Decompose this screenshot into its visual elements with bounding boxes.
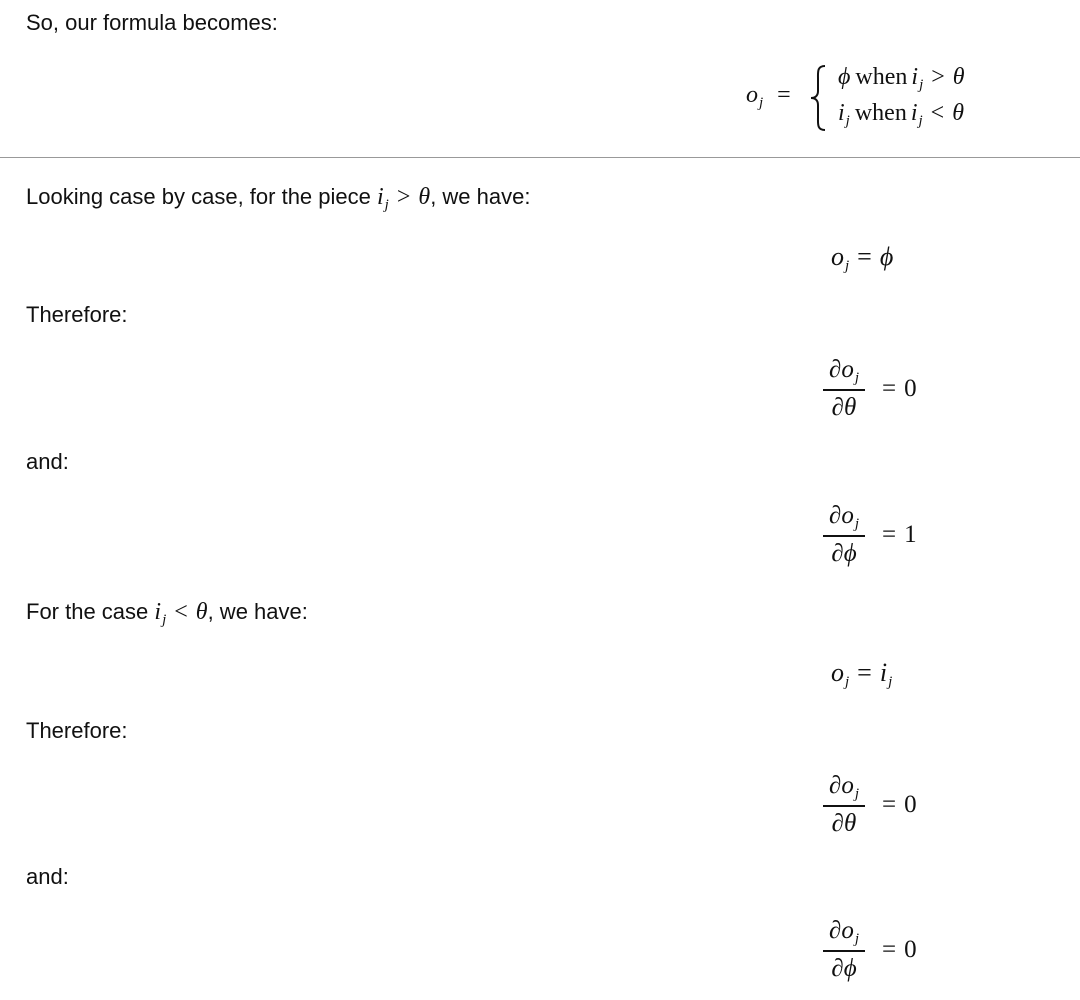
lhs-subscript: j [759,95,764,111]
case-less-symbol: θ [195,599,208,625]
therefore-label-2: Therefore: [26,718,128,743]
case-greater-intro [26,183,530,214]
formula-lhs [746,82,799,109]
case-row-2-right: θ [952,100,965,126]
fraction-numerator: $\partial o_j$ [828,502,860,532]
case-row-2-sub: j [918,113,923,129]
case-less-var-sub: j [162,612,167,628]
derivative-result: = 0 [882,936,917,963]
case-greater-symbol: θ [418,184,431,210]
case-row-1-left: ϕ [838,64,851,90]
equation-1-lhs-sub: j [845,258,850,274]
equation-2-rhs-sub: j [888,674,893,690]
lhs-symbol: o [746,82,758,108]
case-row-1-var: i [911,64,919,90]
equation-2-lhs: o [831,658,844,687]
fraction-bar [823,805,865,807]
case-greater-var: i [377,184,384,210]
case-row-2-left: i [838,100,845,126]
derivative-result: = 0 [882,375,917,402]
case-row-1-right: θ [952,64,965,90]
equation-2-rhs: i [879,658,888,687]
case-greater-math [377,184,431,213]
equation-1-equals: = [857,242,872,271]
fraction-denominator: ∂θ [831,810,857,837]
case-greater-var-sub: j [384,197,389,213]
case-row-1-when: when [855,64,908,90]
case-less-intro [26,598,308,629]
equation-2-lhs-sub: j [845,674,850,690]
case-less-math [154,599,208,628]
fraction-numerator: $\partial o_j$ [828,356,860,386]
formula-intro-text: So, our formula becomes: [26,10,278,35]
fraction-denominator: ∂ϕ [831,955,857,982]
fraction-numerator: $\partial o_j$ [828,917,860,947]
fraction-numerator: $\partial o_j$ [828,772,860,802]
case-row-1-sub: j [919,77,924,93]
equation-2-equals: = [857,658,872,687]
fraction [823,354,865,428]
derivative-o-phi-2 [823,915,943,989]
fraction [823,915,865,989]
section-divider [0,157,1080,158]
left-brace-icon [807,64,829,132]
case-row-2-var: i [910,100,918,126]
case-greater-prefix: Looking case by case, for the piece [26,184,377,209]
derivative-o-theta-1 [823,354,943,428]
equation-1-rhs: ϕ [879,242,894,271]
equation-1-lhs: o [831,242,844,271]
case-less-prefix: For the case [26,599,155,624]
therefore-label-1: Therefore: [26,302,128,327]
case-greater-suffix: , we have: [430,184,531,209]
case-row-2-when: when [854,100,907,126]
case-row-2-left-sub: j [845,113,850,129]
derivative-result: = 0 [882,791,917,818]
fraction [823,770,865,844]
case-row-less [838,100,964,127]
derivative-result: = 1 [882,521,917,548]
derivative-o-theta-2 [823,770,943,844]
piecewise-formula [746,64,1016,132]
equation-o-equals-i [831,657,892,693]
case-row-1-operator: > [931,64,945,90]
case-row-2-operator: < [930,100,945,126]
fraction-bar [823,535,865,537]
fraction-bar [823,950,865,952]
case-less-operator: < [174,599,188,625]
case-row-greater [838,64,965,91]
derivative-o-phi-1 [823,500,943,574]
case-less-var: i [154,599,162,625]
fraction-denominator: ∂ϕ [831,540,857,567]
equation-o-equals-phi [831,241,893,277]
formula-equals: = [777,82,791,108]
and-label-1: and: [26,449,69,474]
case-greater-operator: > [396,184,411,210]
fraction-bar [823,389,865,391]
and-label-2: and: [26,864,69,889]
case-less-suffix: , we have: [207,599,308,624]
fraction [823,500,865,574]
fraction-denominator: ∂θ [831,394,857,421]
